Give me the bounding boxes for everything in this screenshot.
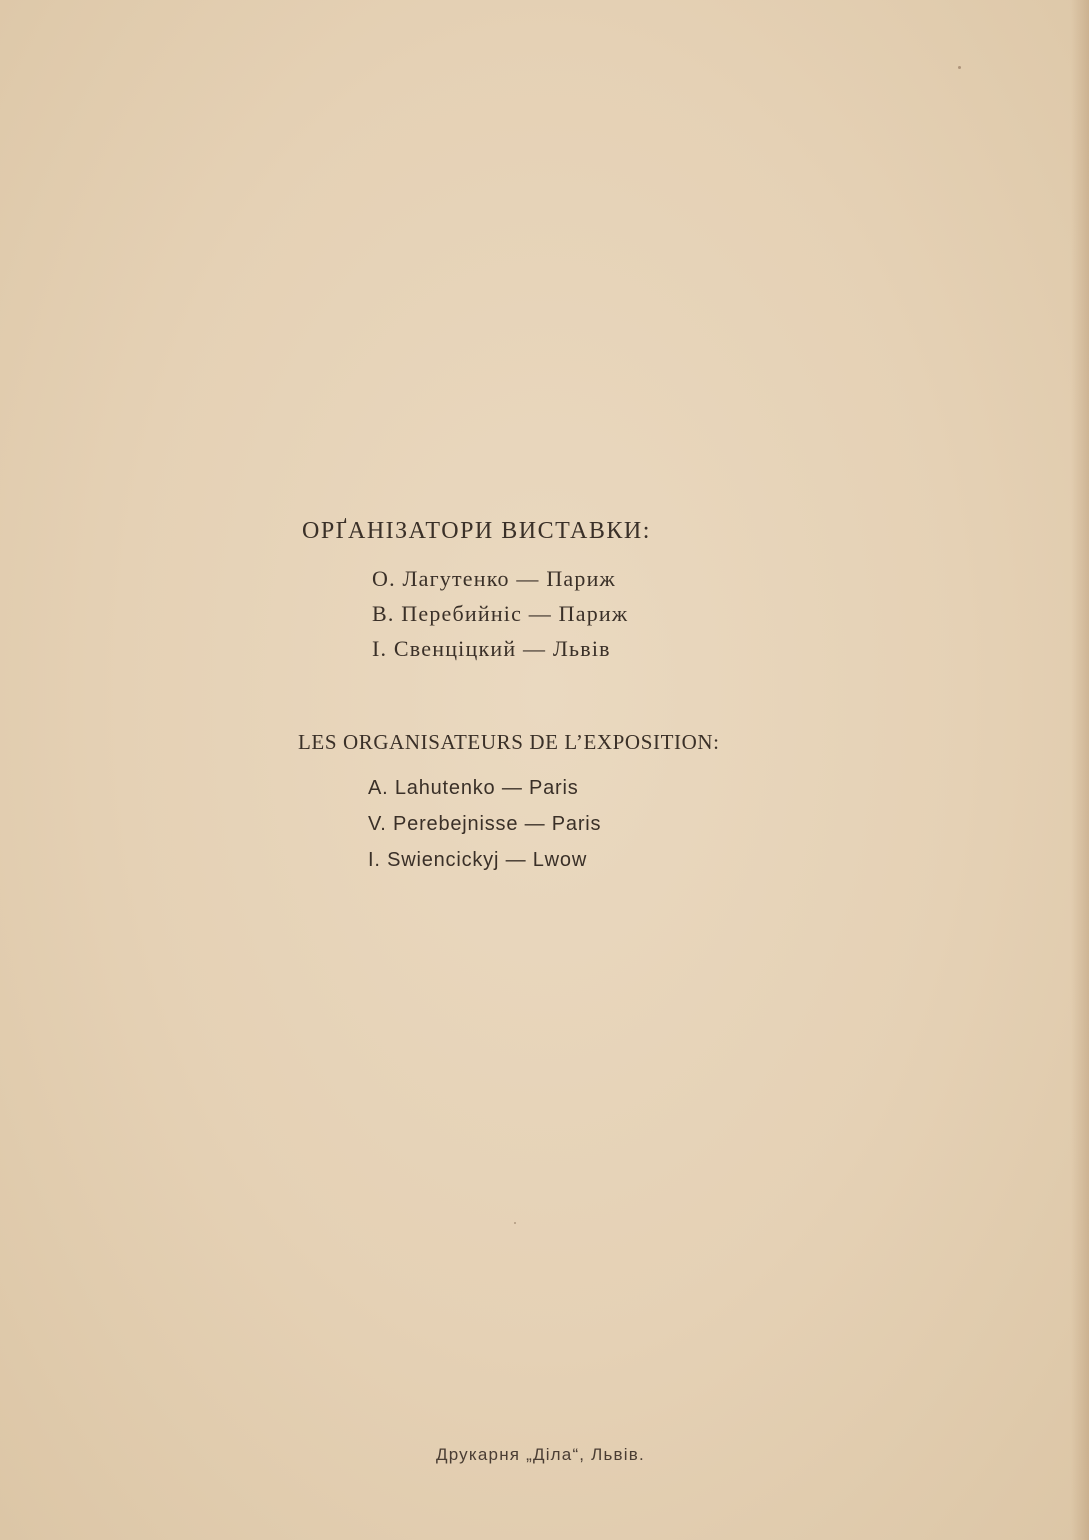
french-organizer-1: A. Lahutenko — Paris bbox=[368, 777, 579, 799]
ukrainian-organizer-1: О. Лагутенко — Париж bbox=[372, 566, 616, 591]
paper-speck bbox=[514, 1222, 516, 1224]
page-edge-shadow bbox=[1071, 0, 1089, 1540]
ukrainian-heading: ОРҐАНІЗАТОРИ ВИСТАВКИ: bbox=[302, 518, 651, 544]
french-organizer-2: V. Perebejnisse — Paris bbox=[368, 813, 602, 835]
paper-speck bbox=[958, 66, 961, 69]
printer-imprint: Друкарня „Діла“, Львів. bbox=[436, 1445, 645, 1464]
french-organizer-3: I. Swiencickyj — Lwow bbox=[368, 849, 588, 871]
ukrainian-organizer-2: В. Перебийніс — Париж bbox=[372, 601, 629, 626]
ukrainian-organizer-3: І. Свенціцкий — Львів bbox=[372, 636, 611, 661]
french-heading: LES ORGANISATEURS DE L’EXPOSITION: bbox=[298, 730, 720, 754]
